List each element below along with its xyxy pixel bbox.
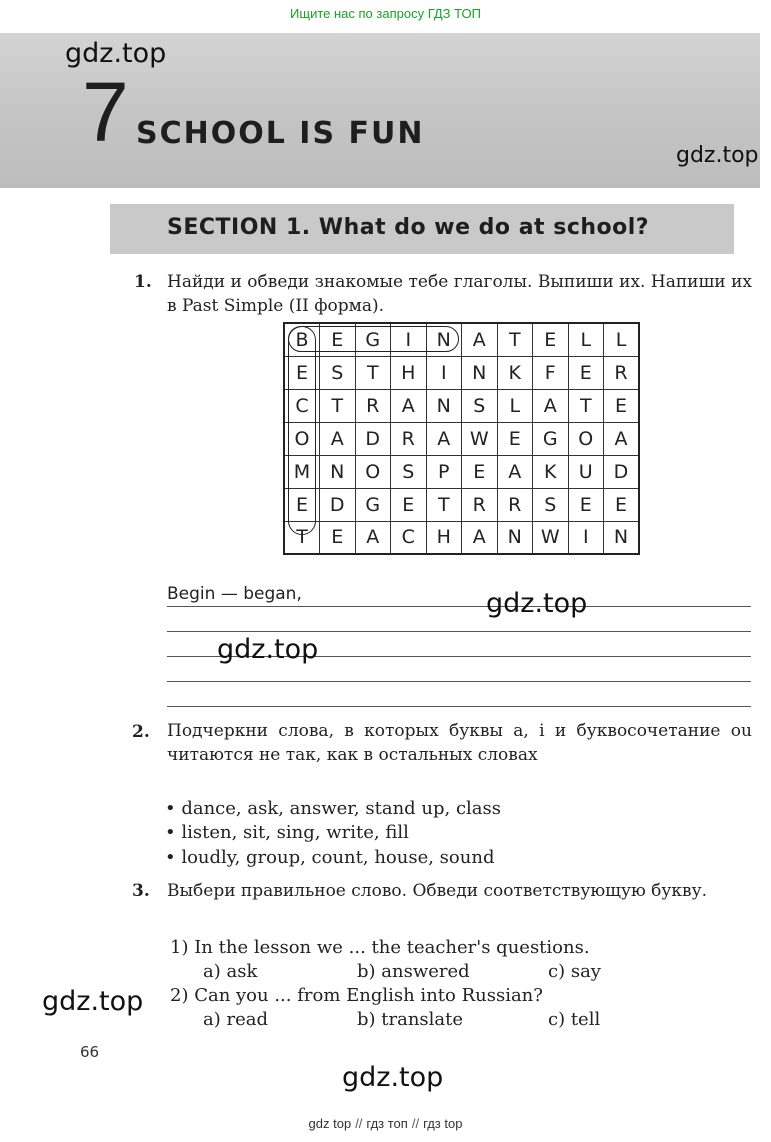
grid-cell[interactable]: G — [355, 488, 391, 521]
grid-cell[interactable]: A — [497, 455, 533, 488]
grid-cell[interactable]: A — [604, 422, 640, 455]
grid-cell[interactable]: T — [320, 389, 356, 422]
page-number: 66 — [80, 1043, 100, 1061]
grid-cell[interactable]: S — [533, 488, 569, 521]
grid-cell[interactable]: G — [533, 422, 569, 455]
task-3-number: 3. — [132, 881, 150, 901]
grid-row — [284, 356, 639, 389]
grid-cell[interactable]: C — [391, 521, 427, 554]
task-2-instruction: Подчеркни слова, в которых буквы a, i и буквосочетание ou читаются не так, как в остальных словах — [167, 721, 752, 765]
grid-cell[interactable]: G — [355, 323, 391, 356]
word-list-item: • listen, sit, sing, write, fill — [165, 822, 409, 843]
watermark: gdz.top — [486, 588, 588, 619]
footer-separator: // — [411, 1116, 420, 1131]
answer-line[interactable] — [167, 631, 751, 632]
task-1-number: 1. — [134, 272, 152, 292]
grid-cell[interactable]: M — [284, 455, 320, 488]
grid-cell[interactable]: N — [426, 389, 462, 422]
grid-cell[interactable]: F — [533, 356, 569, 389]
answer-line[interactable] — [167, 681, 751, 682]
chapter-number: 7 — [82, 65, 129, 159]
grid-cell[interactable]: S — [320, 356, 356, 389]
task-3-instruction: Выбери правильное слово. Обведи соответствующую букву. — [167, 881, 708, 901]
grid-cell[interactable]: T — [497, 323, 533, 356]
grid-cell[interactable]: N — [426, 323, 462, 356]
grid-cell[interactable]: W — [533, 521, 569, 554]
watermark: gdz.top — [217, 634, 319, 665]
footer-links — [0, 1116, 771, 1131]
grid-cell[interactable]: A — [355, 521, 391, 554]
grid-row — [284, 488, 639, 521]
grid-cell[interactable]: A — [426, 422, 462, 455]
footer-separator: // — [355, 1116, 363, 1131]
grid-cell[interactable]: E — [320, 323, 356, 356]
watermark: gdz.top — [342, 1062, 444, 1093]
option-2a[interactable]: a) read — [203, 1009, 268, 1030]
grid-cell[interactable]: O — [355, 455, 391, 488]
grid-cell[interactable]: R — [355, 389, 391, 422]
grid-cell[interactable]: R — [604, 356, 640, 389]
grid-cell[interactable]: D — [320, 488, 356, 521]
grid-cell[interactable]: E — [604, 389, 640, 422]
grid-cell[interactable]: R — [391, 422, 427, 455]
grid-cell[interactable]: D — [355, 422, 391, 455]
grid-cell[interactable]: N — [462, 356, 498, 389]
grid-row — [284, 389, 639, 422]
grid-cell[interactable]: T — [568, 389, 604, 422]
grid-cell[interactable]: B — [284, 323, 320, 356]
grid-cell[interactable]: K — [533, 455, 569, 488]
grid-cell[interactable]: N — [604, 521, 640, 554]
section-title: SECTION 1. What do we do at school? — [167, 215, 650, 240]
grid-cell[interactable]: C — [284, 389, 320, 422]
grid-cell[interactable]: E — [604, 488, 640, 521]
task-2-number: 2. — [132, 722, 150, 742]
grid-cell[interactable]: L — [568, 323, 604, 356]
grid-cell[interactable]: E — [568, 356, 604, 389]
grid-cell[interactable]: I — [391, 323, 427, 356]
grid-cell[interactable]: P — [426, 455, 462, 488]
grid-cell[interactable]: E — [497, 422, 533, 455]
grid-cell[interactable]: T — [355, 356, 391, 389]
word-list-item: • loudly, group, count, house, sound — [165, 847, 495, 868]
grid-cell[interactable]: O — [284, 422, 320, 455]
footer-link[interactable]: гдз топ — [366, 1116, 408, 1131]
grid-cell[interactable]: T — [426, 488, 462, 521]
task-1-instruction: Найди и обведи знакомые тебе глаголы. Выпиши их. Напиши их в Past Simple (II форма). — [167, 272, 752, 316]
grid-cell[interactable]: H — [426, 521, 462, 554]
grid-cell[interactable]: A — [320, 422, 356, 455]
word-search-grid — [283, 322, 640, 555]
grid-cell[interactable]: S — [462, 389, 498, 422]
option-1a[interactable]: a) ask — [203, 961, 258, 982]
option-1b[interactable]: b) answered — [357, 961, 470, 982]
grid-cell[interactable]: H — [391, 356, 427, 389]
grid-cell[interactable]: I — [568, 521, 604, 554]
grid-cell[interactable]: D — [604, 455, 640, 488]
grid-cell[interactable]: U — [568, 455, 604, 488]
grid-cell[interactable]: A — [533, 389, 569, 422]
grid-cell[interactable]: E — [284, 356, 320, 389]
answer-line[interactable] — [167, 606, 751, 607]
grid-cell[interactable]: E — [462, 455, 498, 488]
grid-cell[interactable]: E — [391, 488, 427, 521]
option-1c[interactable]: c) say — [548, 961, 601, 982]
answer-line[interactable] — [167, 706, 751, 707]
grid-cell[interactable]: N — [320, 455, 356, 488]
grid-cell[interactable]: N — [497, 521, 533, 554]
grid-cell[interactable]: E — [284, 488, 320, 521]
header-search-link[interactable]: Ищите нас по запросу ГДЗ ТОП — [290, 6, 481, 21]
grid-cell[interactable]: E — [568, 488, 604, 521]
grid-cell[interactable]: K — [497, 356, 533, 389]
watermark: gdz.top — [676, 143, 759, 168]
grid-cell[interactable]: T — [284, 521, 320, 554]
grid-cell[interactable]: L — [604, 323, 640, 356]
grid-cell[interactable]: A — [391, 389, 427, 422]
grid-cell[interactable]: A — [462, 323, 498, 356]
grid-cell[interactable]: W — [462, 422, 498, 455]
question-1: 1) In the lesson we ... the teacher's questions. — [170, 937, 590, 958]
grid-row — [284, 422, 639, 455]
watermark: gdz.top — [42, 986, 144, 1017]
chapter-title: SCHOOL IS FUN — [136, 116, 425, 151]
question-2: 2) Can you ... from English into Russian? — [170, 985, 543, 1006]
option-2c[interactable]: c) tell — [548, 1009, 601, 1030]
footer-link[interactable]: gdz top — [308, 1116, 352, 1131]
grid-cell[interactable]: A — [462, 521, 498, 554]
grid-cell[interactable]: I — [426, 356, 462, 389]
circled-word-become — [288, 326, 316, 535]
watermark: gdz.top — [65, 38, 167, 69]
word-list-item: • dance, ask, answer, stand up, class — [165, 798, 502, 819]
grid-cell[interactable]: S — [391, 455, 427, 488]
grid-cell[interactable]: O — [568, 422, 604, 455]
grid-row — [284, 521, 639, 554]
grid-cell[interactable]: E — [533, 323, 569, 356]
footer-link[interactable]: гдз top — [423, 1116, 463, 1131]
grid-cell[interactable]: L — [497, 389, 533, 422]
grid-row — [284, 455, 639, 488]
grid-cell[interactable]: R — [497, 488, 533, 521]
answer-example: Begin — began, — [167, 584, 302, 604]
option-2b[interactable]: b) translate — [357, 1009, 464, 1030]
grid-cell[interactable]: R — [462, 488, 498, 521]
grid-cell[interactable]: E — [320, 521, 356, 554]
